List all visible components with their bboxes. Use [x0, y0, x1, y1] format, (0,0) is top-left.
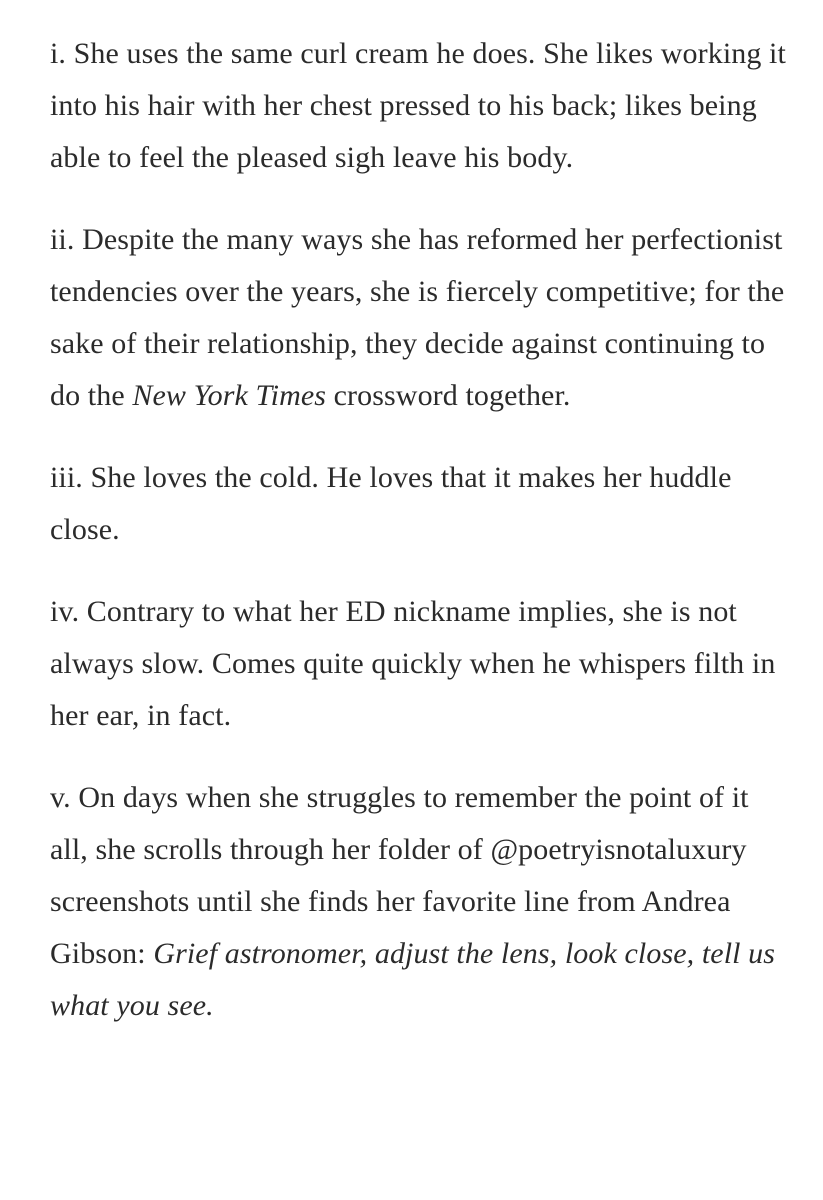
paragraph-v-text: v. On days when she struggles to remember the point of it all, she scrolls through her folder of @poetryisnotaluxury screenshots until she finds her favorite line from Andrea Gibson: — [50, 781, 749, 970]
newspaper-title: New York Times — [132, 379, 327, 412]
paragraph-ii — [50, 214, 790, 422]
paragraph-v — [50, 772, 790, 1032]
paragraph-i-text: i. She uses the same curl cream he does. She likes working it into his hair with her chest pressed to his back; likes being able to feel the pleased sigh leave his body. — [50, 37, 786, 174]
paragraph-iii — [50, 452, 790, 556]
quoted-line: Grief astronomer, adjust the lens, look close, tell us what you see. — [50, 937, 776, 1022]
document-body — [50, 28, 790, 1032]
paragraph-ii-text-end: crossword together. — [326, 379, 571, 412]
paragraph-i — [50, 28, 790, 184]
paragraph-ii-text: ii. Despite the many ways she has reformed her perfectionist tendencies over the years, she is fiercely competitive; for the sake of their relationship, they decide against continuing to do the — [50, 223, 785, 412]
paragraph-iv — [50, 586, 790, 742]
paragraph-iv-text: iv. Contrary to what her ED nickname implies, she is not always slow. Comes quite quickly when he whispers filth in her ear, in fact. — [50, 595, 776, 732]
paragraph-iii-text: iii. She loves the cold. He loves that it makes her huddle close. — [50, 461, 732, 546]
